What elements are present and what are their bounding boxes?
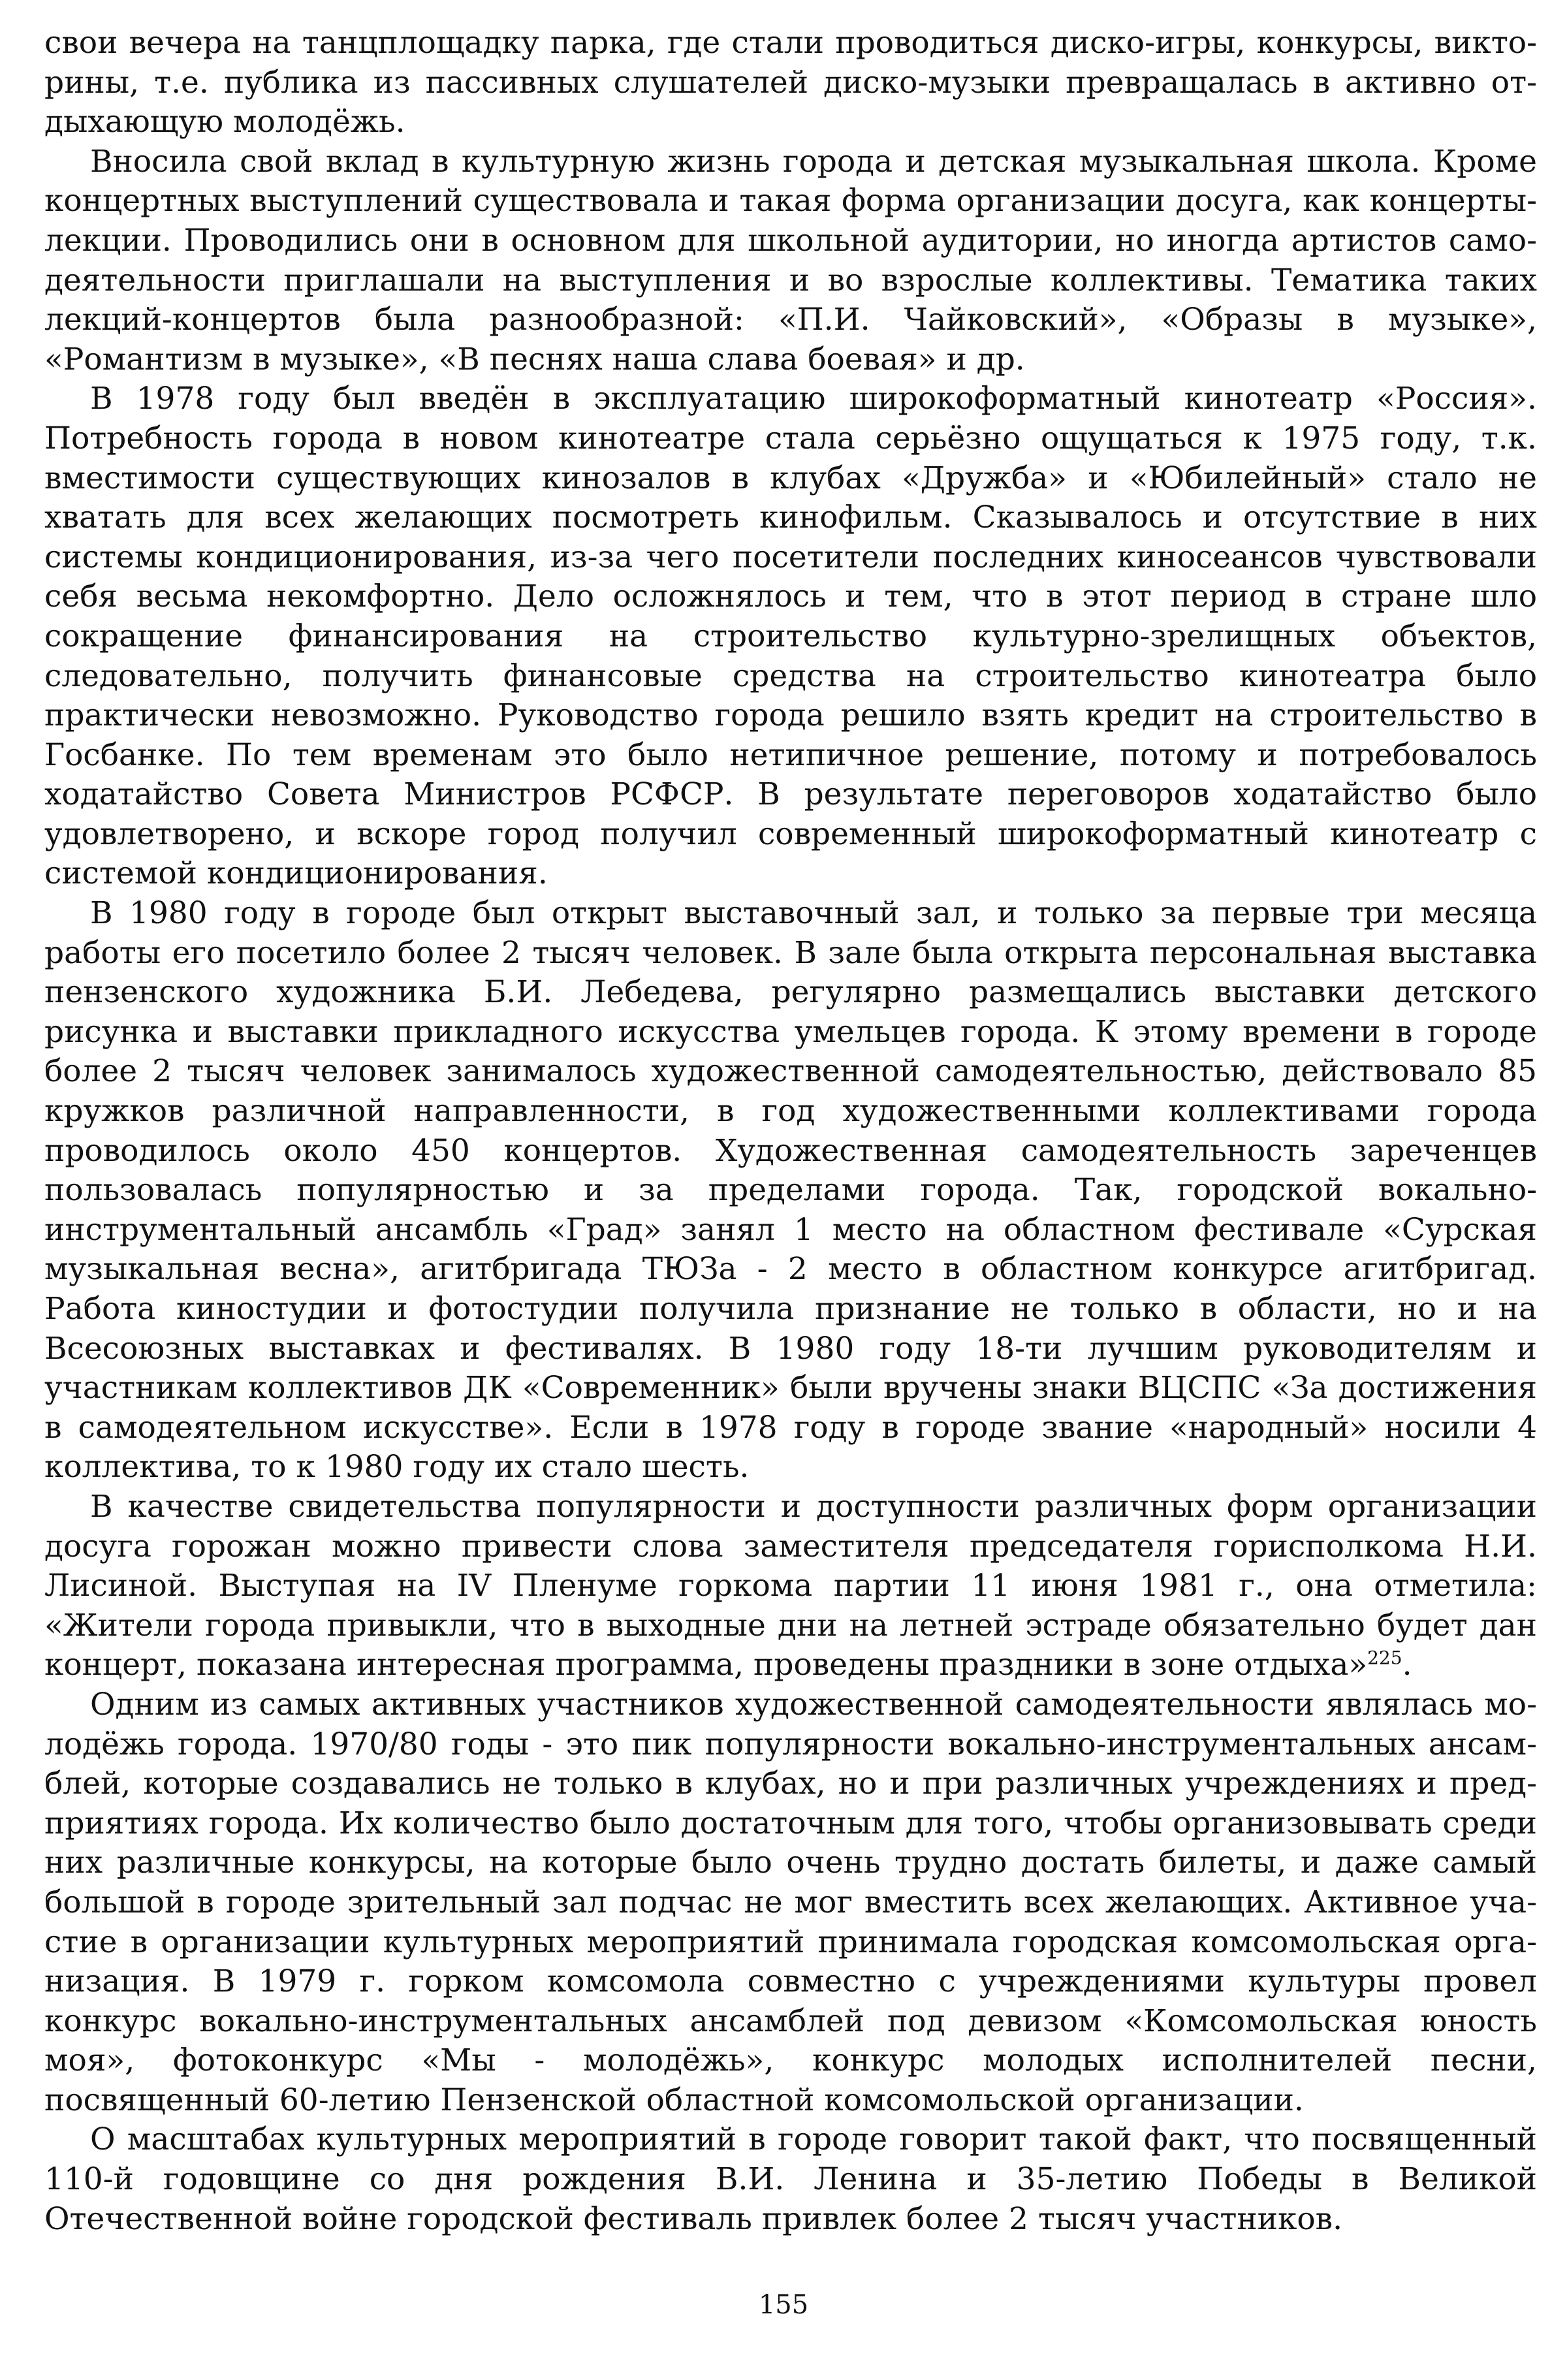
page-number: 155 xyxy=(758,2290,809,2320)
lisina-quote-text: В качестве свидетельства популярности и доступности различных форм организации досуга горожан можно привести слова заместителя председателя горисполкома Н.И. Лисиной. Выступая на IV Пленуме горкома партии 11 июня 1981 г., она отметила: «Жители города привыкли, что в выходные дни на летней эстраде обязательно будет дан концерт, показана интересная программа, проведены праздники в зоне отдыха» xyxy=(44,1488,1537,1683)
paragraph-youth-ensembles: Одним из самых активных участников художественной самодеятельности являлась молодёжь города. 1970/80 годы - это пик популярности вокально-инструментальных ансамблей, которые создавались не только в клубах, но и при различных учреждениях и предприятиях города. Их количество было достаточным для того, чтобы организовывать среди них различные конкурсы, на которые было очень трудно достать билеты, и даже самый большой в городе зрительный зал подчас не мог вместить всех желающих. Активное участие в организации культурных мероприятий принимала городская комсомольская организация. В 1979 г. горком комсомола совместно с учреждениями культуры провел конкурс вокально-инструментальных ансамблей под девизом «Комсомольская юность моя», фотоконкурс «Мы - молодёжь», конкурс молодых исполнителей песни, посвященный 60-летию Пензенской областной комсомольской организации. xyxy=(44,1686,1537,2118)
paragraph-cinema-rossiya: В 1978 году был введён в эксплуатацию широкоформатный кинотеатр «Россия». Потребность города в новом кинотеатре стала серьёзно ощущаться к 1975 году, т.к. вместимости существующих кинозалов в клубах «Дружба» и «Юбилейный» стало не хватать для всех желающих посмотреть кинофильм. Сказывалось и отсутствие в них системы кондиционирования, из-за чего посетители последних киносеансов чувствовали себя весьма некомфортно. Дело осложнялось и тем, что в этот период в стране шло сокращение финансирования на строительство культурно-зрелищных объектов, следовательно, получить финансовые средства на строительство кинотеатра было практически невозможно. Руководство города решило взять кредит на строительство в Госбанке. По тем временам это было нетипичное решение, потому и потребовалось ходатайство Совета Министров РСФСР. В результате переговоров ходатайство было удовлетворено, и вскоре город получил современный широкоформатный кинотеатр с системой кондиционирования. xyxy=(44,381,1537,892)
paragraph-exhibition-hall: В 1980 году в городе был открыт выставочный зал, и только за первые три месяца работы его посетило более 2 тысяч человек. В зале была открыта персональная выставка пензенского художника Б.И. Лебедева, регулярно размещались выставки детского рисунка и выставки прикладного искусства умельцев города. К этому времени в городе более 2 тысяч человек занималось художественной самодеятельностью, действовало 85 кружков различной направленности, в год художественными коллективами города проводилось около 450 концертов. Художественная самодеятельность зареченцев пользовалась популярностью и за пределами города. Так, городской вокально-инструментальный ансамбль «Град» занял 1 место на областном фестивале «Сурская музыкальная весна», агитбригада ТЮЗа - 2 место в областном конкурсе агитбригад. Работа киностудии и фотостудии получила признание не только в области, но и на Всесоюзных выставках и фестивалях. В 1980 году 18-ти лучшим руководителям и участникам коллективов ДК «Современник» были вручены знаки ВЦСПС «За достижения в самодеятельном искусстве». Если в 1978 году в городе звание «народный» носили 4 коллектива, то к 1980 году их стало шесть. xyxy=(44,895,1537,1485)
paragraph-lisina-quote xyxy=(44,1487,1537,1685)
footnote-reference: 225 xyxy=(1367,1647,1402,1669)
paragraph-festival: О масштабах культурных мероприятий в городе говорит такой факт, что посвященный 110-й годовщине со дня рождения В.И. Ленина и 35-летию Победы в Великой Отечественной войне городской фестиваль привлек более 2 тысяч участников. xyxy=(44,2121,1537,2237)
paragraph-music-school: Вносила свой вклад в культурную жизнь города и детская музыкальная школа. Кроме концертных выступлений существовала и такая форма организации досуга, как концерты-лекции. Проводились они в основном для школьной аудитории, но иногда артистов самодеятельности приглашали на выступления и во взрослые коллективы. Тематика таких лекций-концертов была разнообразной: «П.И. Чайковский», «Образы в музыке», «Романтизм в музыке», «В песнях наша слава боевая» и др. xyxy=(44,143,1537,377)
body-text xyxy=(44,24,1537,2239)
lisina-quote-end: . xyxy=(1402,1647,1412,1683)
paragraph-dance-floor-continuation: свои вечера на танцплощадку парка, где стали проводиться диско-игры, конкурсы, викторины, т.е. публика из пассивных слушателей диско-музыки превращалась в активно отдыхающую молодёжь. xyxy=(44,25,1537,140)
